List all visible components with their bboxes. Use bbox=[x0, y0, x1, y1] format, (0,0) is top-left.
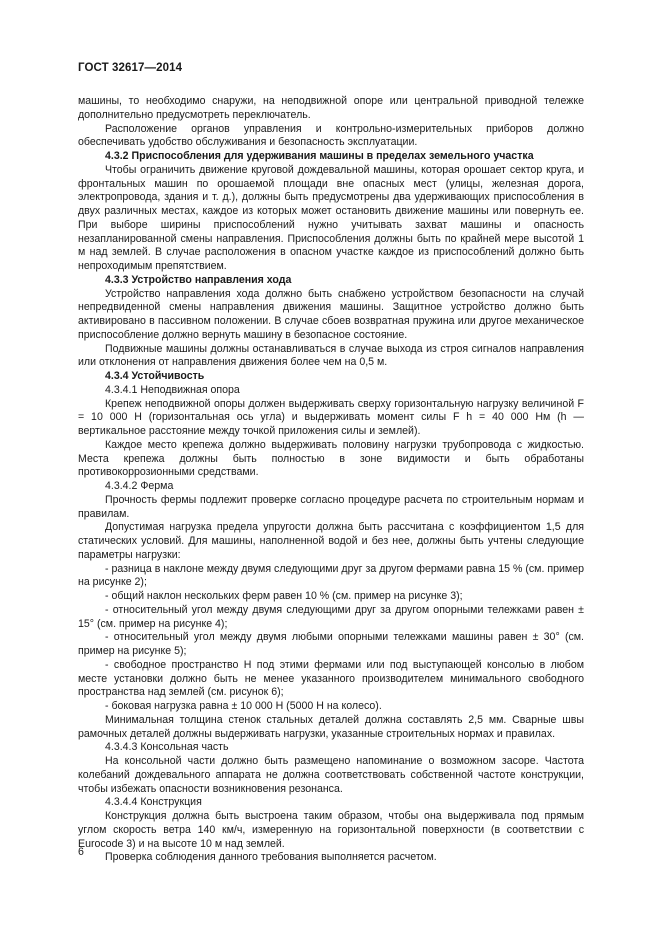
paragraph: - разница в наклоне между двумя следующими друг за другом фермами равна 15 % (см. пример на рисунке 2); bbox=[78, 562, 584, 589]
paragraph: 4.3.4.4 Конструкция bbox=[105, 796, 202, 809]
section-heading: 4.3.4 Устойчивость bbox=[105, 370, 205, 382]
paragraph: Устройство направления хода должно быть снабжено устройством безопасности на случай непредвиденной смены направления движения машины. Защитное устройство должно быть активировано в пассивном положении. В случае сбоев возвратная пружина или другое механическое приспособление должно вернуть машину в безопасное состояние. bbox=[78, 287, 584, 341]
paragraph: На консольной части должно быть размещено напоминание о возможном засоре. Частота колебаний дождевального аппарата не должна соответствовать собственной частоте конструкции, чтобы избежать опасности возникновения резонанса. bbox=[78, 755, 584, 795]
document-header: ГОСТ 32617—2014 bbox=[78, 62, 183, 74]
section-heading: 4.3.3 Устройство направления хода bbox=[105, 273, 292, 286]
paragraph: Каждое место крепежа должно выдерживать половину нагрузки трубопровода с жидкостью. Места крепежа должны быть полностью в зоне видимости и быть обработаны противокоррозионными средствами. bbox=[78, 438, 584, 479]
paragraph: Конструкция должна быть выстроена таким образом, чтобы она выдерживала под прямым углом скорость ветра 140 км/ч, измеренную на горизонтальной поверхности (в соответствии с Eurocode 3) и на высоте 10 м над землей. bbox=[78, 810, 584, 850]
paragraph: Чтобы ограничить движение круговой дождевальной машины, которая орошает сектор круга, и фронтальных машин по орошаемой площади вне опасных мест (улицы, железная дорога, электропровода, здания и т. д.), должны быть предусмотрены два удерживающих приспособления в двух различных местах, каждое из которых может остановить движение машины или повернуть ее. При выборе ширины приспособлений нужно учитывать захват машины и опасность незапланированной смены направления. Приспособления должны быть по крайней мере высотой 1 м над землей. В случае расположения в опасном участке каждое из приспособлений должно быть непроходимым препятствием. bbox=[78, 163, 584, 272]
paragraph: 4.3.4.3 Консольная часть bbox=[105, 741, 229, 754]
paragraph: Прочность фермы подлежит проверке согласно процедуре расчета по строительным нормам и правилам. bbox=[78, 493, 584, 520]
paragraph: - свободное пространство H под этими фермами или под выступающей консолью в любом месте установки должно быть не менее указанного производителем минимального свободного пространства над землей (см. рисунок 6); bbox=[78, 658, 584, 699]
paragraph: машины, то необходимо снаружи, на неподвижной опоре или центральной приводной тележке дополнительно предусмотреть переключатель. bbox=[78, 95, 584, 121]
paragraph: 4.3.4.2 Ферма bbox=[105, 480, 174, 492]
paragraph: - относительный угол между двумя любыми опорными тележками машины равен ± 30° (см. пример на рисунке 5); bbox=[78, 631, 584, 657]
paragraph: Минимальная толщина стенок стальных деталей должна составлять 2,5 мм. Сварные швы рамочных деталей должны выдерживать нагрузки, указанные строительных нормах и правилах. bbox=[78, 713, 584, 740]
paragraph: Расположение органов управления и контрольно-измерительных приборов должно обеспечивать удобство обслуживания и безопасность эксплуатации. bbox=[78, 122, 584, 149]
document-body bbox=[78, 95, 584, 865]
page-number: 6 bbox=[78, 846, 84, 858]
section-heading: 4.3.2 Приспособления для удерживания машины в пределах земельного участка bbox=[105, 150, 534, 162]
paragraph: - боковая нагрузка равна ± 10 000 Н (5000 Н на колесо). bbox=[105, 700, 382, 712]
paragraph: - общий наклон нескольких ферм равен 10 % (см. пример на рисунке 3); bbox=[105, 590, 463, 602]
paragraph: Крепеж неподвижной опоры должен выдерживать сверху горизонтальную нагрузку величиной F = 10 000 Н (горизонтальная ось угла) и выдерживать момент силы F h = 40 000 Нм (h — вертикальное расстояние между точкой приложения силы и землей). bbox=[78, 397, 584, 437]
paragraph: 4.3.4.1 Неподвижная опора bbox=[105, 383, 240, 396]
paragraph: - относительный угол между двумя следующими друг за другом опорными тележками равен ± 15° (см. пример на рисунке 4); bbox=[78, 603, 584, 630]
paragraph: Допустимая нагрузка предела упругости должна быть рассчитана с коэффициентом 1,5 для статических условий. Для машины, наполненной водой и без нее, должны быть учтены следующие параметры нагрузки: bbox=[78, 521, 584, 561]
paragraph: Подвижные машины должны останавливаться в случае выхода из строя сигналов направления или отклонения от направления движения более чем на 0,5 м. bbox=[78, 342, 584, 369]
paragraph: Проверка соблюдения данного требования выполняется расчетом. bbox=[105, 851, 437, 864]
